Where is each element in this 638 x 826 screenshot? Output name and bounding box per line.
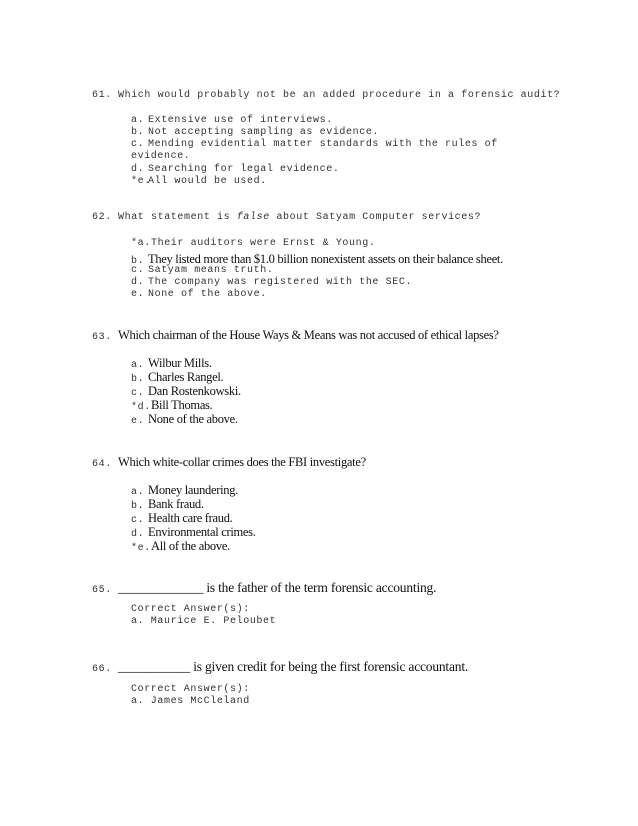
question-text: _____________ is the father of the term forensic accounting. (118, 580, 437, 595)
question-text: ___________ is given credit for being the first forensic accountant. (118, 659, 469, 674)
option-label: e. (131, 289, 145, 300)
question-62 (92, 212, 481, 223)
option-label: a. (131, 487, 145, 498)
option-label: d. (131, 529, 145, 540)
option-63-e (131, 410, 238, 428)
option-label: d. (131, 277, 145, 288)
answer-65: a. Maurice E. Peloubet (131, 616, 277, 627)
option-label: c. (131, 388, 145, 399)
option-62-d (131, 277, 412, 288)
option-label: a. (131, 115, 145, 126)
option-label: d. (131, 164, 145, 175)
option-61-c (131, 139, 498, 150)
option-text: Charles Rangel. (148, 370, 224, 384)
option-text: Health care fraud. (148, 511, 233, 525)
question-61 (92, 90, 560, 101)
option-61-b (131, 127, 379, 138)
question-66 (92, 658, 468, 676)
question-number: 65. (92, 585, 112, 596)
option-text: Satyam means truth. (148, 265, 274, 276)
question-number: 64. (92, 459, 112, 470)
option-61-e (131, 176, 267, 187)
option-text: None of the above. (148, 412, 238, 426)
question-text: Which chairman of the House Ways & Means was not accused of ethical lapses? (118, 328, 499, 342)
answer-66: a. James McCleland (131, 696, 250, 707)
option-text: Environmental crimes. (148, 525, 256, 539)
option-text: Dan Rostenkowski. (148, 384, 241, 398)
option-text: Not accepting sampling as evidence. (148, 127, 380, 138)
answer-heading-66: Correct Answer(s): (131, 684, 250, 695)
option-label: *e. (131, 543, 151, 554)
question-text: Which white-collar crimes does the FBI investigate? (118, 455, 366, 469)
option-label: b. (131, 501, 145, 512)
option-label: *a. (131, 238, 151, 249)
option-text: None of the above. (148, 289, 267, 300)
option-text: The company was registered with the SEC. (148, 277, 413, 288)
option-label: c. (131, 139, 145, 150)
question-number: 66. (92, 664, 112, 675)
option-text: All of the above. (151, 539, 230, 553)
question-64 (92, 453, 366, 471)
option-text: Money laundering. (148, 483, 239, 497)
question-text: Which would probably not be an added procedure in a forensic audit? (118, 90, 561, 101)
option-label: c. (131, 515, 145, 526)
option-62-c (131, 265, 273, 276)
option-label: a. (131, 360, 145, 371)
question-number: 61. (92, 90, 112, 101)
option-text: Searching for legal evidence. (148, 164, 340, 175)
option-text: Bill Thomas. (151, 398, 213, 412)
option-62-e (131, 289, 267, 300)
option-text: Wilbur Mills. (148, 356, 212, 370)
question-65 (92, 579, 436, 597)
question-text-before: What statement is (118, 212, 231, 223)
question-number: 62. (92, 212, 112, 223)
option-label: c. (131, 265, 145, 276)
option-text: evidence. (131, 151, 191, 162)
question-63 (92, 326, 499, 344)
option-text: Bank fraud. (148, 497, 204, 511)
option-62-a (131, 238, 375, 249)
option-label: *d. (131, 402, 151, 413)
option-label: b. (131, 127, 145, 138)
option-label: b. (131, 256, 145, 267)
option-text: Extensive use of interviews. (148, 115, 333, 126)
option-text: Mending evidential matter standards with the rules of (148, 139, 498, 150)
option-61-a (131, 115, 333, 126)
option-text: All would be used. (148, 176, 267, 187)
option-label: b. (131, 374, 145, 385)
question-text-after: about Satyam Computer services? (276, 212, 482, 223)
question-number: 63. (92, 332, 112, 343)
option-61-d (131, 164, 339, 175)
option-label: *e. (131, 176, 151, 187)
option-61-c-continued (131, 151, 190, 162)
question-text-emphasis: false (236, 212, 270, 223)
option-64-e (131, 537, 230, 555)
option-text: Their auditors were Ernst & Young. (151, 238, 376, 249)
answer-heading-65: Correct Answer(s): (131, 604, 250, 615)
option-text: They listed more than $1.0 billion nonexistent assets on their balance sheet. (148, 252, 503, 266)
option-label: e. (131, 416, 145, 427)
